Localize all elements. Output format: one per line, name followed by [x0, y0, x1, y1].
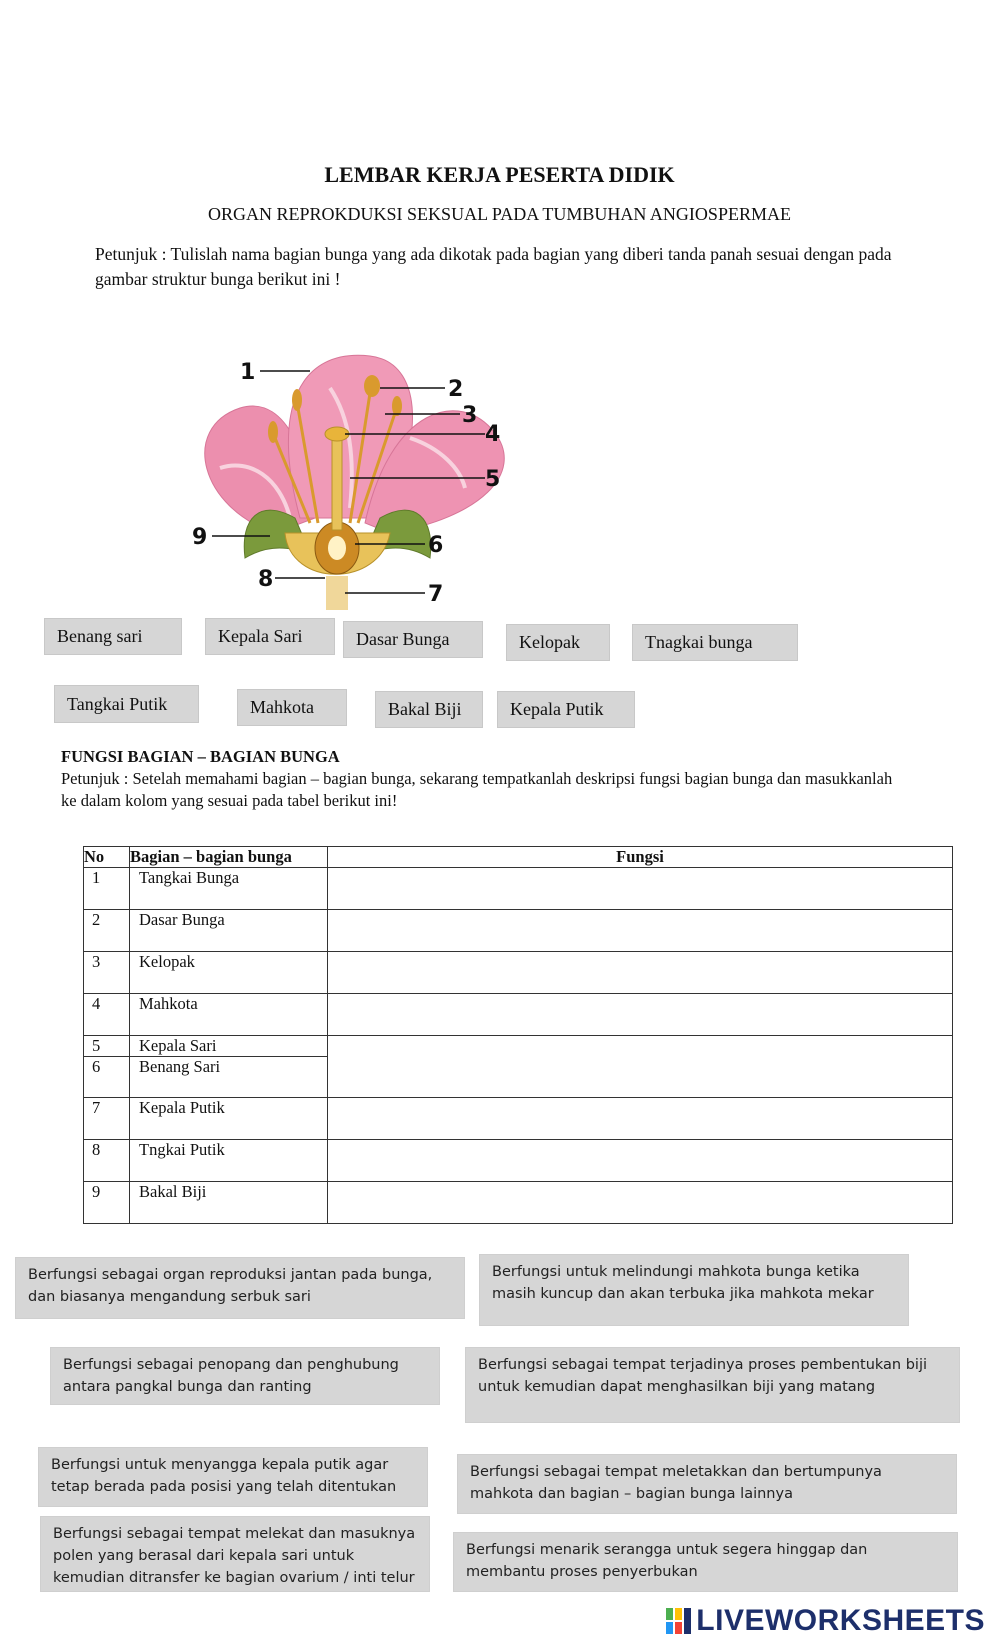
table-row	[84, 1036, 953, 1057]
function-table	[83, 846, 953, 1224]
header-function: Fungsi	[328, 847, 953, 868]
anther	[292, 389, 302, 411]
row-part: Benang Sari	[130, 1057, 328, 1098]
function-option-3[interactable]: Berfungsi sebagai penopang dan penghubung antara pangkal bunga dan ranting	[50, 1347, 440, 1405]
row-no: 5	[84, 1036, 130, 1057]
row-no: 1	[84, 868, 130, 910]
function-drop-zone[interactable]	[328, 910, 953, 952]
function-option-6[interactable]: Berfungsi sebagai tempat meletakkan dan bertumpunya mahkota dan bagian – bagian bunga lainnya	[457, 1454, 957, 1514]
table-row	[84, 868, 953, 910]
function-drop-zone[interactable]	[328, 1182, 953, 1224]
ovule	[328, 536, 346, 560]
function-drop-zone[interactable]	[328, 1140, 953, 1182]
function-option-5[interactable]: Berfungsi untuk menyangga kepala putik agar tetap berada pada posisi yang telah ditentukan	[38, 1447, 428, 1507]
diagram-label-4: 4	[485, 422, 501, 447]
page-title: LEMBAR KERJA PESERTA DIDIK	[324, 162, 675, 187]
table-row	[84, 1140, 953, 1182]
row-part: Bakal Biji	[130, 1182, 328, 1224]
header-no: No	[84, 847, 130, 868]
diagram-label-6: 6	[428, 533, 444, 558]
function-drop-zone[interactable]	[328, 1098, 953, 1140]
anther	[392, 396, 402, 416]
table-row	[84, 994, 953, 1036]
part-option-bakal-biji[interactable]: Bakal Biji	[375, 691, 483, 728]
row-no: 7	[84, 1098, 130, 1140]
table-row	[84, 910, 953, 952]
page-subtitle: ORGAN REPROKDUKSI SEKSUAL PADA TUMBUHAN ANGIOSPERMAE	[208, 204, 791, 224]
function-option-2[interactable]: Berfungsi untuk melindungi mahkota bunga ketika masih kuncup dan akan terbuka jika mahkota mekar	[479, 1254, 909, 1326]
diagram-label-2: 2	[448, 377, 464, 402]
part-option-benang-sari[interactable]: Benang sari	[44, 618, 182, 655]
part-option-kepala-putik[interactable]: Kepala Putik	[497, 691, 635, 728]
liveworksheets-logo	[666, 1604, 985, 1638]
diagram-label-5: 5	[485, 467, 501, 492]
row-part: Kelopak	[130, 952, 328, 994]
style	[332, 440, 342, 530]
row-part: Tangkai Bunga	[130, 868, 328, 910]
diagram-label-9: 9	[192, 525, 208, 550]
function-option-1[interactable]: Berfungsi sebagai organ reproduksi jantan pada bunga, dan biasanya mengandung serbuk sari	[15, 1257, 465, 1319]
table-row	[84, 1098, 953, 1140]
part-option-tangkai-bunga[interactable]: Tnagkai bunga	[632, 624, 798, 661]
part-option-kelopak[interactable]: Kelopak	[506, 624, 610, 661]
function-option-4[interactable]: Berfungsi sebagai tempat terjadinya proses pembentukan biji untuk kemudian dapat menghasilkan biji yang matang	[465, 1347, 960, 1423]
part-option-kepala-sari[interactable]: Kepala Sari	[205, 618, 335, 655]
row-part: Kepala Sari	[130, 1036, 328, 1057]
row-no: 9	[84, 1182, 130, 1224]
part-option-dasar-bunga[interactable]: Dasar Bunga	[343, 621, 483, 658]
function-drop-zone[interactable]	[328, 1036, 953, 1098]
function-drop-zone[interactable]	[328, 868, 953, 910]
row-part: Kepala Putik	[130, 1098, 328, 1140]
part-option-mahkota[interactable]: Mahkota	[237, 689, 347, 726]
row-no: 3	[84, 952, 130, 994]
table-row	[84, 1182, 953, 1224]
logo-text: LIVEWORKSHEETS	[696, 1604, 985, 1637]
row-no: 8	[84, 1140, 130, 1182]
header-part: Bagian – bagian bunga	[130, 847, 328, 868]
part-option-tangkai-putik[interactable]: Tangkai Putik	[54, 685, 199, 723]
diagram-label-3: 3	[462, 403, 478, 428]
row-part: Tngkai Putik	[130, 1140, 328, 1182]
row-no: 6	[84, 1057, 130, 1098]
row-part: Dasar Bunga	[130, 910, 328, 952]
table-header-row	[84, 847, 953, 868]
liveworksheets-logo-icon	[666, 1608, 692, 1634]
anther	[268, 421, 278, 443]
row-no: 2	[84, 910, 130, 952]
table-row	[84, 952, 953, 994]
section-instruction: Petunjuk : Setelah memahami bagian – bagian bunga, sekarang tempatkanlah deskripsi fungsi bagian bunga dan masukkanlah ke dalam kolom yang sesuai pada tabel berikut ini!	[61, 769, 893, 810]
flower-stalk	[326, 576, 348, 610]
anther	[364, 375, 380, 397]
row-no: 4	[84, 994, 130, 1036]
flower-structure-diagram	[180, 348, 530, 610]
row-part: Mahkota	[130, 994, 328, 1036]
diagram-label-7: 7	[428, 582, 444, 607]
instruction-text: Petunjuk : Tulislah nama bagian bunga yang ada dikotak pada bagian yang diberi tanda panah sesuai dengan pada gambar struktur bunga berikut ini !	[95, 244, 892, 289]
diagram-label-1: 1	[240, 360, 256, 385]
function-option-7[interactable]: Berfungsi sebagai tempat melekat dan masuknya polen yang berasal dari kepala sari untuk kemudian ditransfer ke bagian ovarium / inti telur	[40, 1516, 430, 1592]
section-title: FUNGSI BAGIAN – BAGIAN BUNGA	[61, 747, 340, 766]
function-option-8[interactable]: Berfungsi menarik serangga untuk segera hinggap dan membantu proses penyerbukan	[453, 1532, 958, 1592]
function-drop-zone[interactable]	[328, 952, 953, 994]
diagram-label-8: 8	[258, 567, 274, 592]
function-drop-zone[interactable]	[328, 994, 953, 1036]
